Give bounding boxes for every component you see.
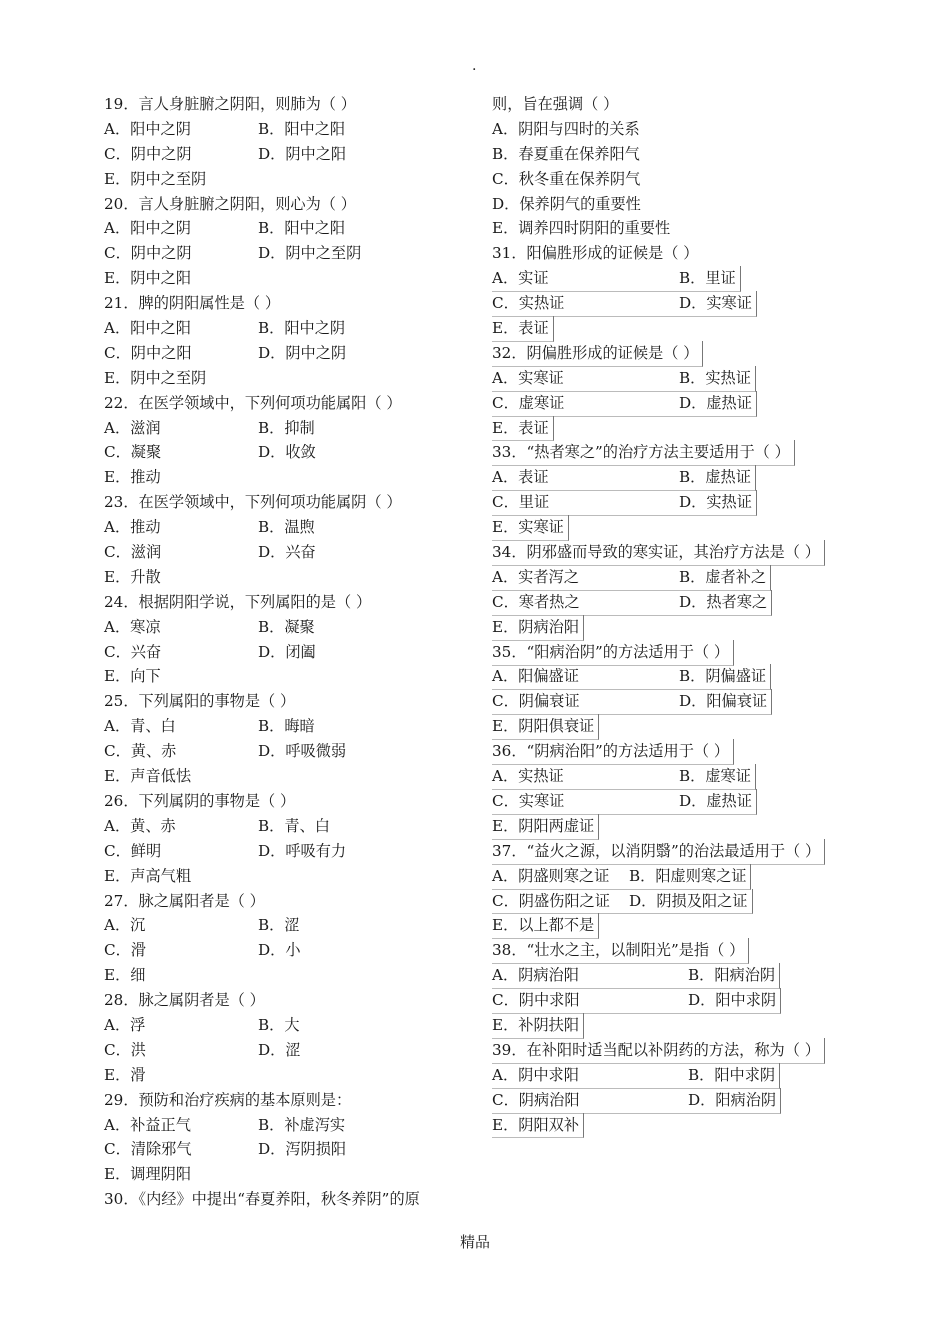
option-text: A．黄、赤: [104, 816, 176, 835]
option-text: E．实寒证: [492, 518, 564, 537]
question-text: [492, 1038, 852, 1063]
option-text: E．阴病治阳: [492, 617, 580, 636]
option-text: B．抑制: [258, 418, 315, 437]
options-row: [104, 540, 474, 565]
question-text: [104, 1187, 474, 1212]
option-text: E．阴阳两虚证: [492, 816, 595, 835]
option-text: B．阳中之阳: [258, 119, 346, 138]
option-row: [492, 117, 852, 142]
answer-box: [492, 889, 753, 915]
options-row: [492, 291, 852, 316]
answer-box: [492, 291, 757, 317]
question-stem: 31．阳偏胜形成的证候是（ ）: [492, 244, 699, 263]
option-text: B．补虚泻实: [258, 1115, 346, 1134]
option-text: D．兴奋: [258, 543, 316, 562]
options-row: [104, 341, 474, 366]
question-text: [492, 440, 852, 465]
option-text: D．小: [258, 941, 301, 960]
option-row: [104, 764, 474, 789]
question-stem: 28．脉之属阴者是（ ）: [104, 991, 265, 1010]
options-row: [104, 913, 474, 938]
options-row: [104, 1013, 474, 1038]
option-text: D．阳病治阴: [688, 1090, 777, 1109]
option-text: B．大: [258, 1015, 300, 1034]
question-stem: 21．脾的阴阳属性是（ ）: [104, 294, 281, 313]
option-text: D．涩: [258, 1040, 301, 1059]
option-text: A．实寒证: [492, 368, 564, 387]
options-row: [104, 440, 474, 465]
options-row: [492, 565, 852, 590]
question-stem: 36．“阴病治阳”的方法适用于（ ）: [492, 742, 730, 761]
answer-box: [492, 714, 599, 740]
answer-box: [492, 938, 749, 964]
option-text: C．黄、赤: [104, 742, 177, 761]
answer-box: [492, 416, 554, 442]
option-text: D．阴损及阳之证: [629, 891, 748, 910]
options-row: [492, 789, 852, 814]
option-text: D．阴中之阴: [258, 343, 347, 362]
options-row: [492, 1063, 852, 1088]
question-stem: 30．《内经》中提出“春夏养阳，秋冬养阴”的原: [104, 1190, 420, 1209]
option-text: B．阳中求阴: [688, 1065, 776, 1084]
option-text: E．调理阴阳: [104, 1165, 192, 1184]
question-text: [104, 889, 474, 914]
question-stem: 29．预防和治疗疾病的基本原则是：: [104, 1090, 352, 1109]
answer-box: [492, 316, 554, 342]
option-text: B．虚热证: [679, 468, 751, 487]
option-text: C．滋润: [104, 543, 162, 562]
option-text: A．浮: [104, 1015, 146, 1034]
option-text: A．滋润: [104, 418, 161, 437]
answer-box: [492, 490, 757, 516]
option-text: D．虚热证: [679, 393, 752, 412]
answer-box: [492, 1088, 781, 1114]
question-text: [492, 341, 852, 366]
option-text: E．阴中之阳: [104, 269, 192, 288]
option-text: E．表证: [492, 418, 549, 437]
question-text: [492, 241, 852, 266]
option-text: A．补益正气: [104, 1115, 191, 1134]
options-row: [104, 739, 474, 764]
question-text: [492, 839, 852, 864]
options-row: [492, 689, 852, 714]
option-text: B．凝聚: [258, 617, 315, 636]
option-text: C．阴盛伤阳之证: [492, 891, 610, 910]
option-text: E．调养四时阴阳的重要性: [492, 219, 671, 238]
option-text: B．涩: [258, 916, 300, 935]
option-row: [104, 1063, 474, 1088]
answer-box: [492, 913, 599, 939]
options-row: [492, 465, 852, 490]
options-row: [492, 864, 852, 889]
option-text: A．沉: [104, 916, 146, 935]
option-text: A．表证: [492, 468, 549, 487]
question-text: [104, 92, 474, 117]
options-row: [104, 515, 474, 540]
right-column: [492, 92, 852, 1137]
option-text: C．阴中之阴: [104, 244, 192, 263]
option-text: B．里证: [679, 269, 736, 288]
answer-box: [492, 764, 756, 790]
page-footer: 精品: [459, 1233, 490, 1251]
options-row: [104, 814, 474, 839]
question-text: [104, 689, 474, 714]
question-text: [492, 640, 852, 665]
option-text: E．表证: [492, 319, 549, 338]
option-row: [492, 142, 852, 167]
option-text: E．升散: [104, 567, 161, 586]
answer-box: [492, 515, 569, 541]
header-mark: .: [472, 58, 477, 74]
option-row: [104, 167, 474, 192]
question-text: [104, 988, 474, 1013]
option-row: [104, 963, 474, 988]
options-row: [492, 764, 852, 789]
question-stem: 34．阴邪盛而导致的寒实证，其治疗方法是（ ）: [492, 543, 820, 562]
options-row: [104, 316, 474, 341]
answer-box: [492, 366, 756, 392]
option-row: [104, 864, 474, 889]
option-text: C．阴偏衰证: [492, 692, 580, 711]
option-text: E．向下: [104, 667, 161, 686]
option-text: B．春夏重在保养阳气: [492, 144, 640, 163]
option-text: C．秋冬重在保养阴气: [492, 169, 641, 188]
answer-box: [492, 1063, 780, 1089]
option-text: B．阳虚则寒之证: [629, 866, 747, 885]
question-stem: 35．“阳病治阴”的方法适用于（ ）: [492, 642, 730, 661]
option-text: E．声音低怯: [104, 767, 192, 786]
answer-box: [492, 789, 757, 815]
options-row: [104, 216, 474, 241]
option-text: E．以上都不是: [492, 916, 595, 935]
question-stem: 33．“热者寒之”的治疗方法主要适用于（ ）: [492, 443, 790, 462]
option-text: C．凝聚: [104, 443, 162, 462]
option-text: E．细: [104, 966, 146, 985]
answer-box: [492, 391, 757, 417]
option-text: C．滑: [104, 941, 146, 960]
option-row: [492, 192, 852, 217]
answer-box: [492, 963, 780, 989]
answer-box: [492, 640, 734, 666]
option-text: D．收敛: [258, 443, 316, 462]
option-row: [104, 366, 474, 391]
question-text: [104, 789, 474, 814]
question-stem: 则，旨在强调（ ）: [492, 95, 619, 113]
answer-box: [492, 689, 772, 715]
option-text: A．阴盛则寒之证: [492, 866, 610, 885]
option-text: E．推动: [104, 468, 161, 487]
option-text: E．阴中之至阴: [104, 169, 207, 188]
option-row: [104, 1162, 474, 1187]
option-text: A．阴阳与四时的关系: [492, 119, 640, 138]
question-text: [492, 540, 852, 565]
option-text: D．实寒证: [679, 294, 752, 313]
answer-box: [492, 440, 795, 466]
answer-box: [492, 615, 584, 641]
option-row: [104, 266, 474, 291]
options-row: [492, 664, 852, 689]
option-text: C．兴奋: [104, 642, 162, 661]
options-row: [104, 241, 474, 266]
option-text: C．阴中之阴: [104, 144, 192, 163]
option-row: [492, 714, 852, 739]
question-text: [104, 1088, 474, 1113]
option-text: B．阴偏盛证: [679, 667, 767, 686]
option-text: E．声高气粗: [104, 866, 192, 885]
option-text: D．虚热证: [679, 791, 752, 810]
option-text: C．实寒证: [492, 791, 565, 810]
answer-box: [492, 664, 771, 690]
option-text: E．阴阳双补: [492, 1115, 580, 1134]
question-text: [104, 391, 474, 416]
options-row: [492, 988, 852, 1013]
question-stem: 37．“益火之源，以消阴翳”的治法最适用于（ ）: [492, 841, 821, 860]
option-text: B．青、白: [258, 816, 330, 835]
answer-box: [492, 465, 756, 491]
option-text: E．滑: [104, 1065, 146, 1084]
option-row: [104, 565, 474, 590]
option-text: B．温煦: [258, 518, 315, 537]
answer-box: [492, 814, 599, 840]
question-stem: 27．脉之属阳者是（ ）: [104, 891, 265, 910]
answer-box: [492, 1013, 584, 1039]
question-stem: 39．在补阳时适当配以补阴药的方法，称为（ ）: [492, 1040, 820, 1059]
question-stem: 24．根据阴阳学说，下列属阳的是（ ）: [104, 592, 372, 611]
question-stem: 38．“壮水之主，以制阳光”是指（ ）: [492, 941, 745, 960]
options-row: [104, 640, 474, 665]
question-text: [492, 92, 852, 117]
option-text: A．阳中之阴: [104, 219, 191, 238]
question-text: [104, 291, 474, 316]
answer-box: [492, 540, 825, 566]
option-text: D．实热证: [679, 493, 752, 512]
question-text: [104, 590, 474, 615]
option-row: [492, 316, 852, 341]
options-row: [104, 1113, 474, 1138]
answer-box: [492, 988, 781, 1014]
option-text: C．洪: [104, 1040, 146, 1059]
options-row: [104, 1038, 474, 1063]
options-row: [104, 416, 474, 441]
question-text: [492, 739, 852, 764]
answer-box: [492, 864, 751, 890]
options-row: [492, 889, 852, 914]
option-row: [492, 615, 852, 640]
option-text: C．鲜明: [104, 841, 162, 860]
option-text: A．阳偏盛证: [492, 667, 579, 686]
option-text: D．泻阴损阳: [258, 1140, 347, 1159]
options-row: [492, 266, 852, 291]
option-text: A．推动: [104, 518, 161, 537]
option-row: [492, 216, 852, 241]
option-text: C．虚寒证: [492, 393, 565, 412]
option-text: C．寒者热之: [492, 592, 580, 611]
option-text: A．青、白: [104, 717, 176, 736]
options-row: [492, 1088, 852, 1113]
answer-box: [492, 565, 771, 591]
option-text: B．阳病治阴: [688, 966, 776, 985]
options-row: [492, 391, 852, 416]
question-stem: 25．下列属阳的事物是（ ）: [104, 692, 296, 711]
option-text: C．里证: [492, 493, 550, 512]
option-text: B．实热证: [679, 368, 751, 387]
option-row: [492, 913, 852, 938]
option-text: A．阴病治阳: [492, 966, 579, 985]
left-column: [104, 92, 474, 1212]
question-text: [104, 192, 474, 217]
option-text: D．呼吸微弱: [258, 742, 347, 761]
option-text: D．呼吸有力: [258, 841, 347, 860]
option-text: D．阳偏衰证: [679, 692, 768, 711]
question-stem: 22．在医学领域中，下列何项功能属阳（ ）: [104, 393, 402, 412]
answer-box: [492, 1038, 825, 1064]
question-text: [492, 938, 852, 963]
option-text: E．阴中之至阴: [104, 368, 207, 387]
option-row: [104, 664, 474, 689]
option-text: D．阴中之阳: [258, 144, 347, 163]
option-text: D．阳中求阴: [688, 991, 777, 1010]
answer-box: [492, 739, 734, 765]
option-row: [492, 167, 852, 192]
option-text: B．虚者补之: [679, 567, 767, 586]
option-text: B．阳中之阴: [258, 319, 346, 338]
option-text: A．寒凉: [104, 617, 161, 636]
option-text: A．阳中之阳: [104, 319, 191, 338]
options-row: [492, 963, 852, 988]
question-text: [104, 490, 474, 515]
option-row: [492, 1013, 852, 1038]
option-text: B．虚寒证: [679, 767, 751, 786]
question-stem: 26．下列属阴的事物是（ ）: [104, 791, 296, 810]
question-stem: 23．在医学领域中，下列何项功能属阴（ ）: [104, 493, 402, 512]
option-text: A．阴中求阳: [492, 1065, 579, 1084]
options-row: [104, 938, 474, 963]
question-stem: 20．言人身脏腑之阴阳，则心为（ ）: [104, 194, 356, 213]
option-row: [492, 1113, 852, 1138]
answer-box: [492, 341, 703, 367]
options-row: [492, 590, 852, 615]
options-row: [492, 366, 852, 391]
option-text: A．实热证: [492, 767, 564, 786]
options-row: [104, 615, 474, 640]
option-text: B．阳中之阳: [258, 219, 346, 238]
option-text: C．阴中之阳: [104, 343, 192, 362]
options-row: [104, 714, 474, 739]
option-text: A．实者泻之: [492, 567, 579, 586]
option-text: A．阳中之阴: [104, 119, 191, 138]
option-row: [492, 814, 852, 839]
option-text: D．阴中之至阴: [258, 244, 362, 263]
answer-box: [492, 1113, 584, 1139]
option-text: D．保养阴气的重要性: [492, 194, 641, 213]
option-row: [104, 465, 474, 490]
option-row: [492, 515, 852, 540]
options-row: [104, 839, 474, 864]
options-row: [104, 117, 474, 142]
question-stem: 19．言人身脏腑之阴阳，则肺为（ ）: [104, 95, 356, 113]
option-text: C．清除邪气: [104, 1140, 192, 1159]
answer-box: [492, 590, 772, 616]
options-row: [104, 1137, 474, 1162]
option-text: E．阴阳俱衰证: [492, 717, 595, 736]
option-text: D．热者寒之: [679, 592, 768, 611]
option-text: A．实证: [492, 269, 549, 288]
option-text: D．闭阖: [258, 642, 316, 661]
option-text: E．补阴扶阳: [492, 1015, 580, 1034]
option-text: C．阴病治阳: [492, 1090, 580, 1109]
option-row: [492, 416, 852, 441]
option-text: C．阴中求阳: [492, 991, 580, 1010]
options-row: [104, 142, 474, 167]
question-stem: 32．阴偏胜形成的证候是（ ）: [492, 343, 699, 362]
options-row: [492, 490, 852, 515]
answer-box: [492, 266, 741, 292]
answer-box: [492, 839, 825, 865]
option-text: C．实热证: [492, 294, 565, 313]
option-text: B．晦暗: [258, 717, 315, 736]
